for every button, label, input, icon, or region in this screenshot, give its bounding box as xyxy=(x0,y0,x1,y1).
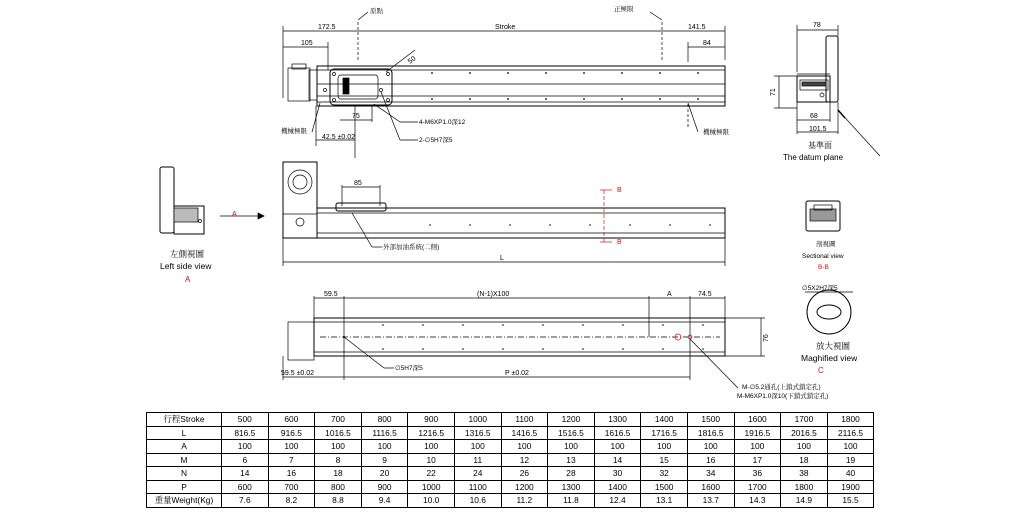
table-cell: 11.2 xyxy=(501,494,548,508)
dim-p: P ±0.02 xyxy=(505,370,529,377)
dim-50: 50 xyxy=(406,55,418,66)
front-view xyxy=(283,162,725,266)
table-cell: 1500 xyxy=(687,413,734,427)
table-cell: 1916.5 xyxy=(734,426,781,440)
dim-84: 84 xyxy=(703,40,711,47)
table-cell: 1100 xyxy=(454,480,501,494)
table-cell: 28 xyxy=(548,467,595,481)
label-left-view-letter: A xyxy=(185,275,191,284)
table-cell: 30 xyxy=(594,467,641,481)
table-cell: 9 xyxy=(361,453,408,467)
sectional-view xyxy=(802,201,844,271)
table-cell: 11 xyxy=(454,453,501,467)
label-section-cn: 剖視圖 xyxy=(816,241,836,248)
table-cell: 1700 xyxy=(734,480,781,494)
row-header: 行程Stroke xyxy=(147,413,222,427)
dim-75: 75 xyxy=(352,113,360,120)
table-cell: 1016.5 xyxy=(315,426,362,440)
table-cell: 600 xyxy=(268,413,315,427)
table-cell: 19 xyxy=(827,453,874,467)
table-cell: 14 xyxy=(594,453,641,467)
note-holes-2: M-M6XP1.0深10(下鎖式鎖定孔) xyxy=(737,393,829,400)
table-cell: 100 xyxy=(361,440,408,454)
table-cell: 1416.5 xyxy=(501,426,548,440)
table-cell: 1616.5 xyxy=(594,426,641,440)
label-section-en: Sectional view xyxy=(802,253,844,260)
table-row xyxy=(147,453,874,467)
table-cell: 10.6 xyxy=(454,494,501,508)
table-cell: 1300 xyxy=(594,413,641,427)
magnified-view xyxy=(801,284,858,375)
table-cell: 800 xyxy=(315,480,362,494)
table-cell: 900 xyxy=(361,480,408,494)
dim-78: 78 xyxy=(813,22,821,29)
label-mech-limit-right: 機械極限 xyxy=(703,129,729,136)
table-cell: 100 xyxy=(315,440,362,454)
table-cell: 14 xyxy=(222,467,269,481)
table-cell: 17 xyxy=(734,453,781,467)
table-cell: 900 xyxy=(408,413,455,427)
table-cell: 36 xyxy=(734,467,781,481)
dim-71: 71 xyxy=(770,88,777,96)
table-cell: 1800 xyxy=(781,480,828,494)
table-cell: 1400 xyxy=(594,480,641,494)
table-cell: 12.4 xyxy=(594,494,641,508)
table-cell: 7.6 xyxy=(222,494,269,508)
table-cell: 100 xyxy=(781,440,828,454)
table-cell: 100 xyxy=(222,440,269,454)
table-cell: 100 xyxy=(454,440,501,454)
dim-74-5: 74.5 xyxy=(698,291,712,298)
table-cell: 12 xyxy=(501,453,548,467)
table-cell: 1200 xyxy=(548,413,595,427)
note-pin5: ∅5H7深5 xyxy=(395,365,423,372)
dim-141-5: 141.5 xyxy=(688,24,706,31)
dim-stroke: Stroke xyxy=(495,24,516,31)
dim-68: 68 xyxy=(810,113,818,120)
label-magnified-letter: C xyxy=(818,366,824,375)
row-header: L xyxy=(147,426,222,440)
table-row xyxy=(147,494,874,508)
table-cell: 1900 xyxy=(827,480,874,494)
dim-101-5: 101.5 xyxy=(809,126,827,133)
note-tapped-holes: 4-M6XP1.0深12 xyxy=(419,119,466,126)
table-cell: 800 xyxy=(361,413,408,427)
table-cell: 816.5 xyxy=(222,426,269,440)
label-origin: 原點 xyxy=(370,8,383,15)
table-cell: 11.8 xyxy=(548,494,595,508)
dim-76: 76 xyxy=(763,334,770,342)
table-row xyxy=(147,426,874,440)
table-cell: 38 xyxy=(781,467,828,481)
dim-a: A xyxy=(667,291,672,298)
table-cell: 15 xyxy=(641,453,688,467)
table-cell: 2116.5 xyxy=(827,426,874,440)
row-header: 重量Weight(Kg) xyxy=(147,494,222,508)
table-cell: 100 xyxy=(594,440,641,454)
table-row xyxy=(147,467,874,481)
table-cell: 8.2 xyxy=(268,494,315,508)
table-cell: 700 xyxy=(315,413,362,427)
spec-table xyxy=(146,412,874,508)
bottom-view xyxy=(281,291,828,400)
table-cell: 32 xyxy=(641,467,688,481)
table-cell: 1000 xyxy=(454,413,501,427)
table-cell: 1500 xyxy=(641,480,688,494)
table-cell: 1800 xyxy=(827,413,874,427)
table-cell: 20 xyxy=(361,467,408,481)
table-cell: 1400 xyxy=(641,413,688,427)
table-cell: 10 xyxy=(408,453,455,467)
table-cell: 14.9 xyxy=(781,494,828,508)
table-cell: 700 xyxy=(268,480,315,494)
dim-172-5: 172.5 xyxy=(318,24,336,31)
dim-59-5-tol: 59.5 ±0.02 xyxy=(281,370,315,377)
table-cell: 100 xyxy=(734,440,781,454)
table-cell: 40 xyxy=(827,467,874,481)
dim-pitch: (N-1)X100 xyxy=(477,291,510,298)
section-mark-b-bottom: B xyxy=(617,239,622,246)
table-cell: 18 xyxy=(781,453,828,467)
top-view xyxy=(281,4,730,158)
dim-42-5: 42.5 ±0.02 xyxy=(322,134,356,141)
row-header: M xyxy=(147,453,222,467)
label-left-view-cn: 左側視圖 xyxy=(170,249,205,259)
table-cell: 1516.5 xyxy=(548,426,595,440)
table-cell: 1600 xyxy=(734,413,781,427)
end-view xyxy=(770,22,880,162)
dim-59-5: 59.5 xyxy=(324,291,338,298)
note-magnified: ∅5X2H7深5 xyxy=(802,285,838,292)
table-cell: 9.4 xyxy=(361,494,408,508)
table-cell: 1300 xyxy=(548,480,595,494)
table-cell: 100 xyxy=(268,440,315,454)
table-row xyxy=(147,480,874,494)
label-left-view-en: Left side view xyxy=(160,261,212,271)
table-cell: 24 xyxy=(454,467,501,481)
table-cell: 16 xyxy=(687,453,734,467)
row-header: A xyxy=(147,440,222,454)
table-cell: 1000 xyxy=(408,480,455,494)
table-row-stroke xyxy=(147,413,874,427)
table-cell: 1100 xyxy=(501,413,548,427)
note-pin-holes: 2-∅5H7深5 xyxy=(419,137,453,144)
table-cell: 1716.5 xyxy=(641,426,688,440)
table-cell: 100 xyxy=(687,440,734,454)
table-cell: 8 xyxy=(315,453,362,467)
label-datum-en: The datum plane xyxy=(783,153,844,162)
table-cell: 14.3 xyxy=(734,494,781,508)
table-cell: 16 xyxy=(268,467,315,481)
table-cell: 7 xyxy=(268,453,315,467)
table-cell: 1600 xyxy=(687,480,734,494)
table-cell: 13.1 xyxy=(641,494,688,508)
label-mech-limit-left: 機械極限 xyxy=(281,128,307,135)
row-header: N xyxy=(147,467,222,481)
label-magnified-cn: 放大視圖 xyxy=(816,341,851,351)
left-side-view xyxy=(160,167,264,284)
label-positive-limit: 正極限 xyxy=(614,6,634,13)
table-row xyxy=(147,440,874,454)
section-mark-b-top: B xyxy=(617,187,622,194)
table-cell: 10.0 xyxy=(408,494,455,508)
table-cell: 13 xyxy=(548,453,595,467)
table-cell: 1216.5 xyxy=(408,426,455,440)
table-cell: 100 xyxy=(501,440,548,454)
table-cell: 600 xyxy=(222,480,269,494)
dim-85: 85 xyxy=(354,180,362,187)
label-datum-cn: 基準面 xyxy=(808,141,832,150)
note-oil-system: 外部加油系統(二側) xyxy=(383,244,440,251)
table-cell: 1200 xyxy=(501,480,548,494)
table-cell: 100 xyxy=(827,440,874,454)
table-cell: 500 xyxy=(222,413,269,427)
table-cell: 22 xyxy=(408,467,455,481)
table-cell: 34 xyxy=(687,467,734,481)
row-header: P xyxy=(147,480,222,494)
dim-105: 105 xyxy=(301,40,313,47)
table-cell: 2016.5 xyxy=(781,426,828,440)
table-cell: 15.5 xyxy=(827,494,874,508)
table-cell: 18 xyxy=(315,467,362,481)
table-cell: 6 xyxy=(222,453,269,467)
table-cell: 100 xyxy=(548,440,595,454)
table-cell: 100 xyxy=(408,440,455,454)
dim-L: L xyxy=(500,255,504,262)
table-cell: 1116.5 xyxy=(361,426,408,440)
label-section-letter: B-B xyxy=(818,264,829,271)
table-cell: 916.5 xyxy=(268,426,315,440)
table-cell: 13.7 xyxy=(687,494,734,508)
table-cell: 1316.5 xyxy=(454,426,501,440)
note-holes-1: M-∅5.2通孔(上鎖式鎖定孔) xyxy=(742,384,821,391)
table-cell: 1816.5 xyxy=(687,426,734,440)
table-cell: 8.8 xyxy=(315,494,362,508)
table-cell: 26 xyxy=(501,467,548,481)
table-cell: 100 xyxy=(641,440,688,454)
table-cell: 1700 xyxy=(781,413,828,427)
label-magnified-en: Maghified view xyxy=(801,353,858,363)
arrow-label-a: A xyxy=(232,211,237,218)
